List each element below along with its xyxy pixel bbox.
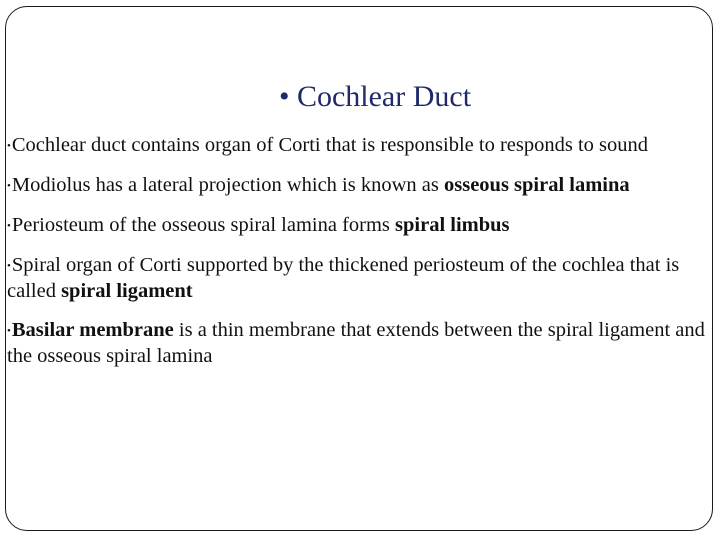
bullet-item [7, 133, 707, 159]
bullet-text: Cochlear duct contains organ of Corti that is responsible to responds to sound [11, 134, 649, 156]
bullet-bold-term: spiral limbus [395, 214, 510, 236]
bullet-text: Modiolus has a lateral projection which is known as [11, 174, 444, 196]
bullet-dot: • [7, 220, 11, 232]
bullet-item [7, 213, 707, 239]
bullet-item [7, 253, 707, 304]
bullet-bold-term: osseous spiral lamina [443, 174, 630, 196]
bullet-dot: • [7, 260, 11, 272]
slide-title [0, 80, 720, 114]
bullet-item [7, 173, 707, 199]
bullet-text: is a thin membrane that extends between the spiral ligament and the osseous spiral lamina [7, 319, 705, 367]
bullet-bold-term: spiral ligament [61, 280, 193, 302]
bullet-text: Periosteum of the osseous spiral lamina forms [11, 214, 396, 236]
title-text: Cochlear Duct [296, 80, 472, 113]
bullet-item [7, 318, 707, 369]
bullet-list [7, 133, 707, 383]
bullet-dot: • [7, 325, 11, 337]
bullet-text: Spiral organ of Corti supported by the thickened periosteum of the cochlea that is called [7, 254, 680, 302]
bullet-bold-term: Basilar membrane [11, 319, 174, 341]
bullet-dot: • [7, 180, 11, 192]
title-bullet: • [278, 80, 290, 113]
bullet-dot: • [7, 140, 11, 152]
